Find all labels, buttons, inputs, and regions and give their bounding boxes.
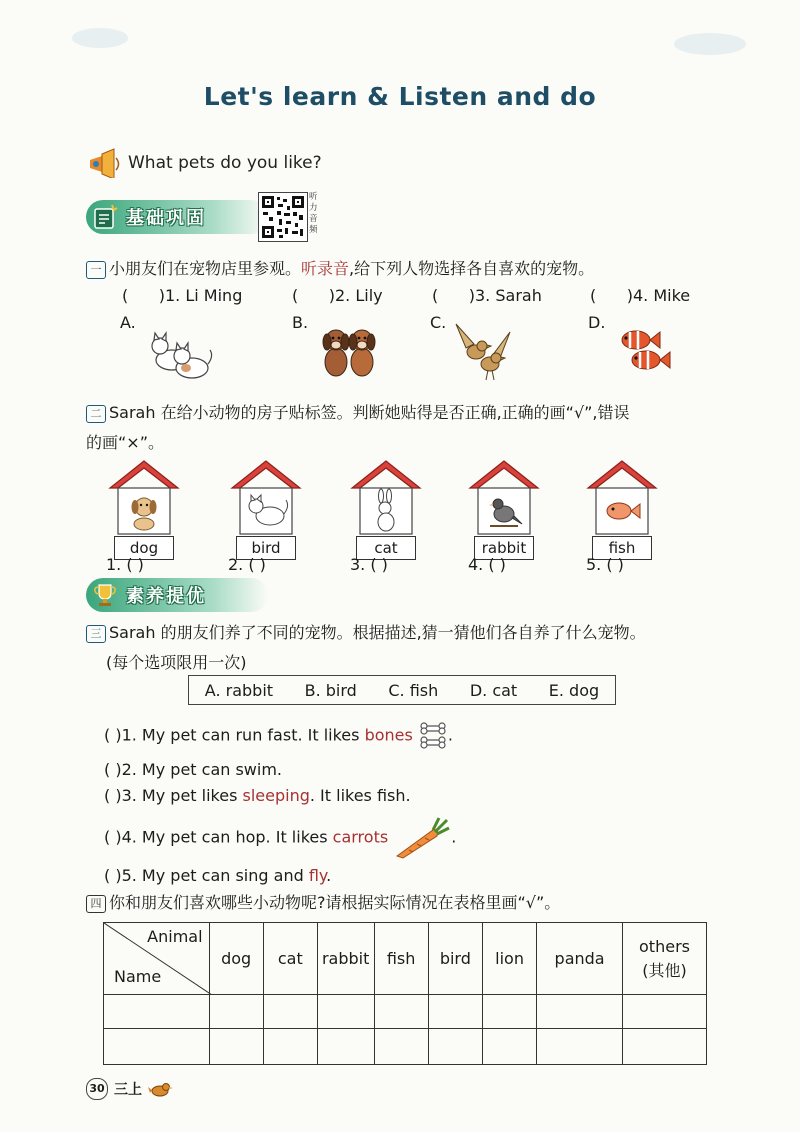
person-1[interactable]: ( )1. Li Ming: [122, 286, 243, 305]
section-3-number: 三: [86, 625, 106, 643]
banner-basic-label: 基础巩固: [126, 208, 206, 229]
house-bird-icon: [468, 458, 540, 538]
section-2-text-line-1: Sarah 在给小动物的房子贴标签。判断她贴得是否正确,正确的画“√”,错误: [109, 403, 630, 422]
sentence-5-highlight: fly: [308, 866, 327, 885]
sentence-1-end: .: [447, 725, 454, 745]
section-4-number: 四: [86, 895, 106, 913]
house-1-label: dog: [114, 536, 174, 560]
corner-top-label: Animal: [147, 927, 203, 946]
sentence-4-text: ( )4. My pet can hop. It likes: [104, 827, 333, 847]
bones-icon: [418, 722, 448, 750]
dogs-icon: [320, 322, 380, 382]
options-box: [188, 675, 616, 705]
cats-icon: [146, 326, 216, 384]
col-others-line-1: others: [639, 936, 690, 956]
sentence-1-text: ( )1. My pet can run fast. It likes: [104, 725, 365, 745]
trophy-icon: [92, 582, 118, 608]
option-c: C. fish: [388, 680, 439, 700]
option-a: A. rabbit: [204, 680, 274, 700]
col-bird: bird: [428, 923, 482, 995]
answer-2[interactable]: 2. ( ): [228, 555, 266, 574]
col-others-line-2: (其他): [642, 960, 687, 980]
col-cat: cat: [263, 923, 317, 995]
section-1-instruction: [86, 254, 594, 284]
topic-line: [86, 146, 322, 180]
qr-code-icon[interactable]: [258, 192, 308, 242]
page-title: Let's learn & Listen and do: [203, 82, 597, 111]
section-1-highlight: 听录音: [301, 259, 350, 278]
section-3-text-line-2: (每个选项限用一次): [106, 653, 247, 672]
qr-caption: 听力音频: [309, 192, 318, 235]
sentence-1[interactable]: [104, 722, 453, 750]
sentence-4-end: .: [451, 827, 457, 847]
choice-b-label: B.: [292, 313, 309, 332]
table-row[interactable]: [104, 1029, 707, 1065]
house-4: [468, 458, 540, 562]
person-3[interactable]: ( )3. Sarah: [432, 286, 542, 305]
sentence-5-end: .: [326, 866, 332, 885]
section-1-text-end: ,给下列人物选择各自喜欢的宠物。: [349, 259, 595, 278]
section-2-number: 二: [86, 405, 106, 423]
house-3-label: cat: [356, 536, 416, 560]
table-row[interactable]: [104, 995, 707, 1029]
option-e: E. dog: [548, 680, 600, 700]
person-2-label: 2. Lily: [335, 286, 383, 305]
person-4[interactable]: ( )4. Mike: [590, 286, 691, 305]
notebook-icon: [92, 204, 118, 230]
sentence-2-text: ( )2. My pet can swim.: [104, 760, 283, 779]
section-1-text: 小朋友们在宠物店里参观。: [109, 259, 302, 278]
answer-3[interactable]: 3. ( ): [350, 555, 388, 574]
corner-bottom-label: Name: [114, 967, 162, 986]
house-3: [350, 458, 422, 562]
section-1-number: 一: [86, 261, 106, 279]
person-4-label: 4. Mike: [633, 286, 691, 305]
option-d: D. cat: [469, 680, 518, 700]
choice-c-label: C.: [430, 313, 447, 332]
choice-d-label: D.: [588, 313, 606, 332]
section-4-instruction: [86, 888, 560, 918]
col-fish: fish: [374, 923, 428, 995]
choice-a-label: A.: [120, 313, 136, 332]
page-footer: [86, 1078, 174, 1100]
section-3-instruction: [86, 618, 646, 678]
sentence-4[interactable]: [104, 816, 456, 860]
topic-text: What pets do you like?: [128, 153, 322, 173]
section-2-text-line-2: 的画“×”。: [86, 433, 164, 452]
table-corner-cell: [104, 923, 210, 995]
sentence-2[interactable]: [104, 760, 282, 779]
banner-advanced: [86, 578, 268, 612]
person-2[interactable]: ( )2. Lily: [292, 286, 383, 305]
person-1-label: 1. Li Ming: [165, 286, 243, 305]
house-2-label: bird: [236, 536, 296, 560]
house-rabbit-icon: [350, 458, 422, 538]
sentence-3[interactable]: [104, 786, 411, 805]
house-5-label: fish: [592, 536, 652, 560]
sentence-5-text: ( )5. My pet can sing and: [104, 866, 309, 885]
header-decoration: [40, 10, 800, 70]
page-number: 30: [86, 1078, 108, 1100]
col-dog: dog: [209, 923, 263, 995]
carrot-icon: [393, 816, 451, 860]
answer-5[interactable]: 5. ( ): [586, 555, 624, 574]
fish-icon: [614, 322, 680, 376]
sentence-4-highlight: carrots: [332, 827, 389, 847]
sentence-3-text: ( )3. My pet likes: [104, 786, 243, 805]
house-1: [108, 458, 180, 562]
banner-advanced-label: 素养提优: [126, 586, 206, 607]
grade-label: 三上: [114, 1082, 142, 1098]
col-panda: panda: [537, 923, 623, 995]
person-3-label: 3. Sarah: [475, 286, 542, 305]
sentence-3-end: . It likes fish.: [309, 786, 411, 805]
answer-4[interactable]: 4. ( ): [468, 555, 506, 574]
option-b: B. bird: [304, 680, 357, 700]
col-lion: lion: [482, 923, 536, 995]
section-2-instruction: [86, 398, 630, 458]
bird-footer-icon: [148, 1079, 174, 1099]
sentence-5[interactable]: [104, 866, 331, 885]
house-fish-icon: [586, 458, 658, 538]
megaphone-icon: [86, 148, 122, 178]
birds-icon: [452, 318, 518, 384]
house-5: [586, 458, 658, 562]
table-header-row: [104, 923, 707, 995]
col-rabbit: rabbit: [317, 923, 374, 995]
section-3-text-line-1: Sarah 的朋友们养了不同的宠物。根据描述,猜一猜他们各自养了什么宠物。: [109, 623, 646, 642]
preference-table: [103, 922, 707, 1065]
house-dog-icon: [108, 458, 180, 538]
col-others: [623, 923, 707, 995]
house-4-label: rabbit: [474, 536, 534, 560]
house-2: [230, 458, 302, 562]
banner-basic: [86, 200, 268, 234]
sentence-3-highlight: sleeping: [242, 786, 310, 805]
section-4-text: 你和朋友们喜欢哪些小动物呢?请根据实际情况在表格里画“√”。: [109, 893, 561, 912]
answer-1[interactable]: 1. ( ): [106, 555, 144, 574]
sentence-1-highlight: bones: [364, 725, 413, 745]
house-cat-icon: [230, 458, 302, 538]
